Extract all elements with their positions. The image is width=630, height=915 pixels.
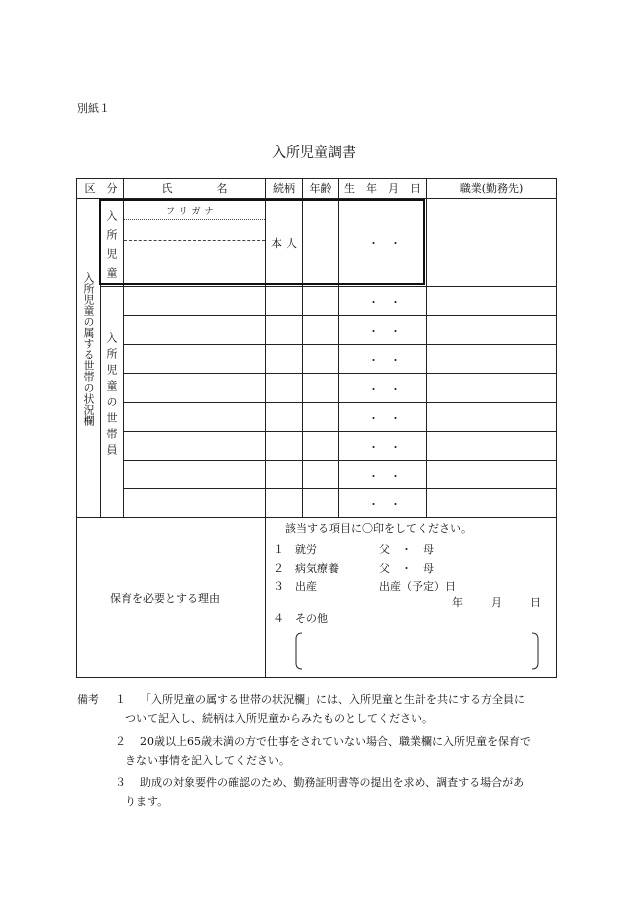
header-birth: 生 年 月 日 (344, 182, 421, 195)
reason-item-detail[interactable]: 父 ・ 母 (379, 562, 434, 575)
reason-item-num: ２ (273, 562, 284, 575)
member-birthdate[interactable]: ・ ・ (368, 441, 401, 454)
furigana-divider (124, 219, 265, 220)
header-relation: 続柄 (273, 182, 295, 195)
note-text: ついて記入し、続柄は入所児童からみたものとしてください。 (125, 712, 433, 725)
header-name: 氏 名 (161, 182, 228, 195)
reason-item-num: ３ (273, 580, 284, 593)
note-text: ります。 (125, 795, 169, 808)
reason-item-birth[interactable]: 出産 (295, 580, 317, 593)
household-members-label: 入所児童の世帯員 (105, 332, 118, 460)
reason-item-detail: 出産（予定）日 (379, 580, 456, 593)
header-category: 区 分 (84, 182, 118, 195)
note-num: １ (115, 693, 126, 706)
member-birthdate[interactable]: ・ ・ (368, 498, 401, 511)
attachment-label: 別紙１ (77, 102, 110, 115)
member-birthdate[interactable]: ・ ・ (368, 296, 401, 309)
note-text: きない事情を記入してください。 (125, 754, 290, 767)
note-text: 助成の対象要件の確認のため、勤務証明書等の提出を求め、調査する場合があ (140, 776, 525, 789)
page-title: 入所児童調書 (272, 145, 356, 161)
expected-date-line[interactable]: 年 月 日 (452, 596, 543, 609)
other-reason-bracket[interactable] (292, 631, 542, 671)
name-divider (124, 240, 265, 241)
child-label: 入所児童 (105, 210, 118, 286)
header-age: 年齢 (309, 182, 332, 195)
reason-item-other[interactable]: その他 (295, 612, 328, 625)
notes-label: 備考 (77, 693, 99, 706)
reason-item-illness[interactable]: 病気療養 (295, 562, 339, 575)
member-birthdate[interactable]: ・ ・ (368, 325, 401, 338)
reason-instruction: 該当する項目に〇印をしてください。 (285, 522, 472, 535)
child-birthdate[interactable]: ・ ・ (368, 237, 401, 250)
reason-item-work[interactable]: 就労 (295, 543, 317, 556)
note-text: 20歳以上65歳未満の方で仕事をされていない場合、職業欄に入所児童を保育で (140, 735, 531, 748)
household-section-label: 入所児童の属する世帯の状況欄 (82, 272, 95, 426)
relation-self: 本人 (271, 237, 301, 250)
reason-item-num: １ (273, 543, 284, 556)
member-birthdate[interactable]: ・ ・ (368, 412, 401, 425)
reason-label: 保育を必要とする理由 (110, 592, 220, 605)
header-occupation: 職業(勤務先) (459, 182, 524, 195)
note-num: ２ (115, 735, 126, 748)
reason-item-num: ４ (273, 612, 284, 625)
member-birthdate[interactable]: ・ ・ (368, 470, 401, 483)
note-text: 「入所児童の属する世帯の状況欄」には、入所児童と生計を共にする方全員に (140, 693, 525, 706)
reason-item-detail[interactable]: 父 ・ 母 (379, 543, 434, 556)
note-num: ３ (115, 776, 126, 789)
member-birthdate[interactable]: ・ ・ (368, 383, 401, 396)
furigana-label: フリガナ (166, 207, 218, 217)
member-birthdate[interactable]: ・ ・ (368, 354, 401, 367)
